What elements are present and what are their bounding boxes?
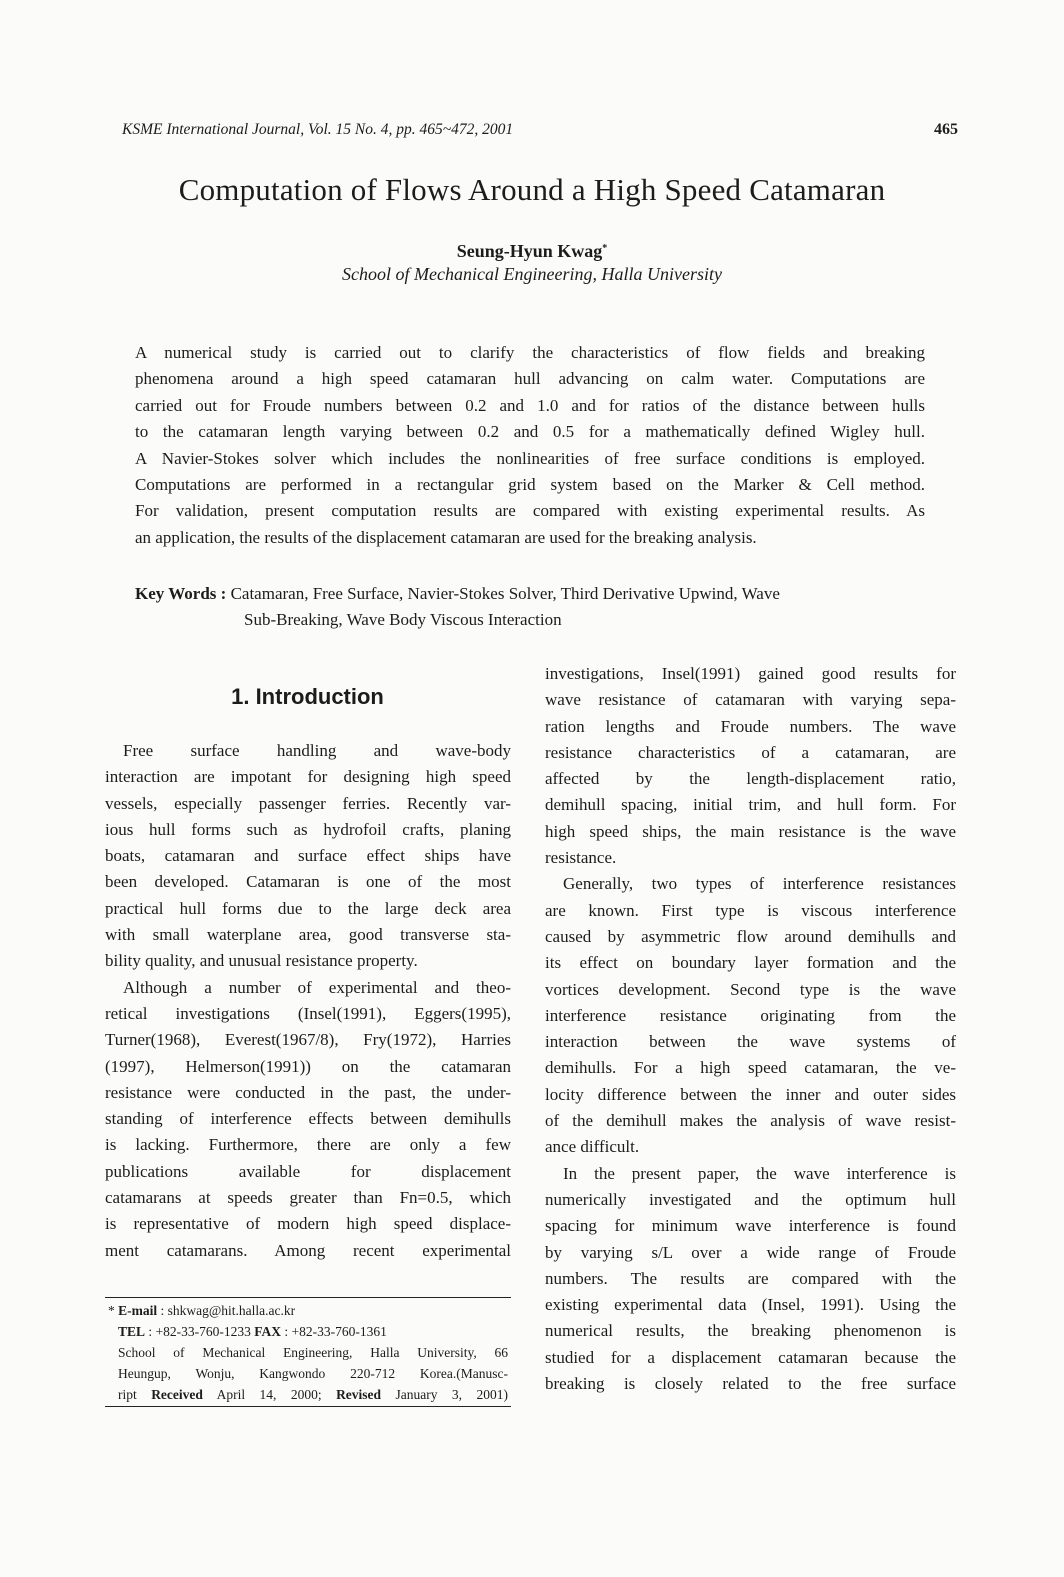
running-header bbox=[122, 121, 958, 139]
body-line: existing experimental data (Insel, 1991). Using the bbox=[545, 1295, 956, 1315]
body-line: demihulls. For a high speed catamaran, the ve- bbox=[545, 1058, 956, 1078]
author-line bbox=[0, 241, 1064, 262]
abstract-line: A numerical study is carried out to clarify the characteristics of flow fields and breaking bbox=[135, 343, 925, 362]
body-line: ment catamarans. Among recent experimental bbox=[105, 1240, 511, 1260]
revised-date: January 3, 2001) bbox=[381, 1387, 508, 1402]
body-line: locity difference between the inner and outer sides bbox=[545, 1084, 956, 1104]
abstract-line: A Navier-Stokes solver which includes the nonlinearities of free surface conditions is employed. bbox=[135, 448, 925, 468]
body-line: its effect on boundary layer formation and the bbox=[545, 953, 956, 973]
body-line: demihull spacing, initial trim, and hull form. For bbox=[545, 795, 956, 815]
body-line: vessels, especially passenger ferries. Recently var- bbox=[105, 793, 511, 813]
body-line: interaction are impotant for designing high speed bbox=[105, 767, 511, 787]
footnote bbox=[108, 1300, 508, 1405]
author-affiliation: School of Mechanical Engineering, Halla University bbox=[342, 264, 722, 284]
email-value: : shkwag@hit.halla.ac.kr bbox=[157, 1303, 296, 1318]
keywords-line-2: Sub-Breaking, Wave Body Viscous Interaction bbox=[244, 610, 562, 629]
body-line: studied for a displacement catamaran because the bbox=[545, 1347, 956, 1367]
footnote-address-line: School of Mechanical Engineering, Halla University, 66 bbox=[118, 1345, 508, 1360]
body-line: Although a number of experimental and theo- bbox=[123, 977, 511, 997]
body-line: breaking is closely related to the free surface bbox=[545, 1374, 956, 1394]
body-line: high speed ships, the main resistance is the wave bbox=[545, 821, 956, 841]
keywords-label: Key Words : bbox=[135, 584, 227, 603]
tel-value: : +82-33-760-1233 bbox=[145, 1324, 255, 1339]
email-label: E-mail bbox=[118, 1303, 158, 1318]
left-column-body bbox=[105, 738, 511, 1264]
footnote-phone bbox=[108, 1321, 508, 1342]
right-column-body bbox=[545, 661, 956, 1397]
body-line: resistance were conducted in the past, the under- bbox=[105, 1082, 511, 1102]
body-line: been developed. Catamaran is one of the most bbox=[105, 872, 511, 892]
body-line: resistance characteristics of a catamaran, are bbox=[545, 742, 956, 762]
paper-title: Computation of Flows Around a High Speed Catamaran bbox=[178, 172, 886, 207]
body-line: bility quality, and unusual resistance property. bbox=[105, 951, 418, 971]
footnote-address-line: Heungup, Wonju, Kangwondo 220-712 Korea.(Manusc- bbox=[118, 1366, 508, 1381]
body-line: caused by asymmetric flow around demihulls and bbox=[545, 926, 956, 946]
body-line: Turner(1968), Everest(1967/8), Fry(1972), Harries bbox=[105, 1030, 511, 1050]
body-line: are known. First type is viscous interference bbox=[545, 900, 956, 920]
body-line: of the demihull makes the analysis of wave resist- bbox=[545, 1111, 956, 1131]
footnote-bottom-rule bbox=[105, 1406, 511, 1407]
body-line: spacing for minimum wave interference is found bbox=[545, 1216, 956, 1236]
body-line: standing of interference effects between demihulls bbox=[105, 1109, 511, 1129]
body-line: ration lengths and Froude numbers. The wave bbox=[545, 716, 956, 736]
body-line: is lacking. Furthermore, there are only a few bbox=[105, 1135, 511, 1155]
abstract bbox=[135, 340, 925, 551]
page-number: 465 bbox=[934, 121, 958, 138]
body-line: vortices development. Second type is the wave bbox=[545, 979, 956, 999]
body-line: publications available for displacement bbox=[105, 1161, 511, 1181]
keywords bbox=[135, 581, 925, 633]
body-line: Generally, two types of interference resistances bbox=[563, 874, 956, 894]
body-line: boats, catamaran and surface effect ships have bbox=[105, 846, 511, 866]
body-line: numerically investigated and the optimum hull bbox=[545, 1189, 956, 1209]
body-line: practical hull forms due to the large deck area bbox=[105, 898, 511, 918]
body-line: wave resistance of catamaran with varying sepa- bbox=[545, 690, 956, 710]
footnote-divider bbox=[105, 1297, 511, 1298]
keywords-line-1: Catamaran, Free Surface, Navier-Stokes Solver, Third Derivative Upwind, Wave bbox=[226, 584, 780, 603]
footnote-mark: * bbox=[108, 1303, 115, 1318]
received-prefix: ript bbox=[118, 1387, 152, 1402]
body-line: interference resistance originating from the bbox=[545, 1005, 956, 1025]
body-line: affected by the length-displacement ratio, bbox=[545, 769, 956, 789]
tel-label: TEL bbox=[118, 1324, 146, 1339]
author-name: Seung-Hyun Kwag bbox=[456, 241, 603, 261]
body-line: resistance. bbox=[545, 848, 617, 868]
body-line: with small waterplane area, good transverse sta- bbox=[105, 925, 511, 945]
body-line: catamarans at speeds greater than Fn=0.5, which bbox=[105, 1188, 511, 1208]
received-label: Received bbox=[151, 1387, 203, 1402]
section-heading-introduction: 1. Introduction bbox=[231, 684, 384, 709]
abstract-line: an application, the results of the displacement catamaran are used for the breaking analysis. bbox=[135, 527, 757, 547]
body-line: numerical results, the breaking phenomenon is bbox=[545, 1321, 956, 1341]
received-date: April 14, 2000; bbox=[202, 1387, 337, 1402]
body-line: In the present paper, the wave interference is bbox=[563, 1163, 956, 1183]
abstract-line: to the catamaran length varying between 0.2 and 0.5 for a mathematically defined Wigley hull. bbox=[135, 422, 925, 442]
fax-label: FAX bbox=[254, 1324, 281, 1339]
fax-value: : +82-33-760-1361 bbox=[281, 1324, 387, 1339]
footnote-email bbox=[108, 1300, 508, 1321]
body-line: ance difficult. bbox=[545, 1137, 640, 1157]
author-footnote-mark: * bbox=[602, 243, 608, 254]
abstract-line: carried out for Froude numbers between 0.2 and 1.0 and for ratios of the distance between hulls bbox=[135, 395, 925, 415]
body-line: interaction between the wave systems of bbox=[545, 1032, 956, 1052]
body-line: investigations, Insel(1991) gained good results for bbox=[545, 664, 956, 683]
abstract-line: Computations are performed in a rectangular grid system based on the Marker & Cell method. bbox=[135, 475, 925, 495]
body-line: ious hull forms such as hydrofoil crafts, planing bbox=[105, 819, 511, 839]
body-line: Free surface handling and wave-body bbox=[123, 741, 511, 760]
body-line: numbers. The results are compared with the bbox=[545, 1268, 956, 1288]
abstract-line: phenomena around a high speed catamaran hull advancing on calm water. Computations are bbox=[135, 369, 925, 389]
footnote-received bbox=[108, 1384, 508, 1405]
body-line: is representative of modern high speed displace- bbox=[105, 1214, 511, 1234]
body-line: by varying s/L over a wide range of Froude bbox=[545, 1242, 956, 1262]
abstract-line: For validation, present computation results are compared with existing experimental results. As bbox=[135, 501, 925, 521]
journal-citation: KSME International Journal, Vol. 15 No. 4, pp. 465~472, 2001 bbox=[122, 121, 514, 138]
body-line: retical investigations (Insel(1991), Eggers(1995), bbox=[105, 1003, 511, 1023]
revised-label: Revised bbox=[336, 1387, 382, 1402]
body-line: (1997), Helmerson(1991)) on the catamaran bbox=[105, 1056, 511, 1076]
